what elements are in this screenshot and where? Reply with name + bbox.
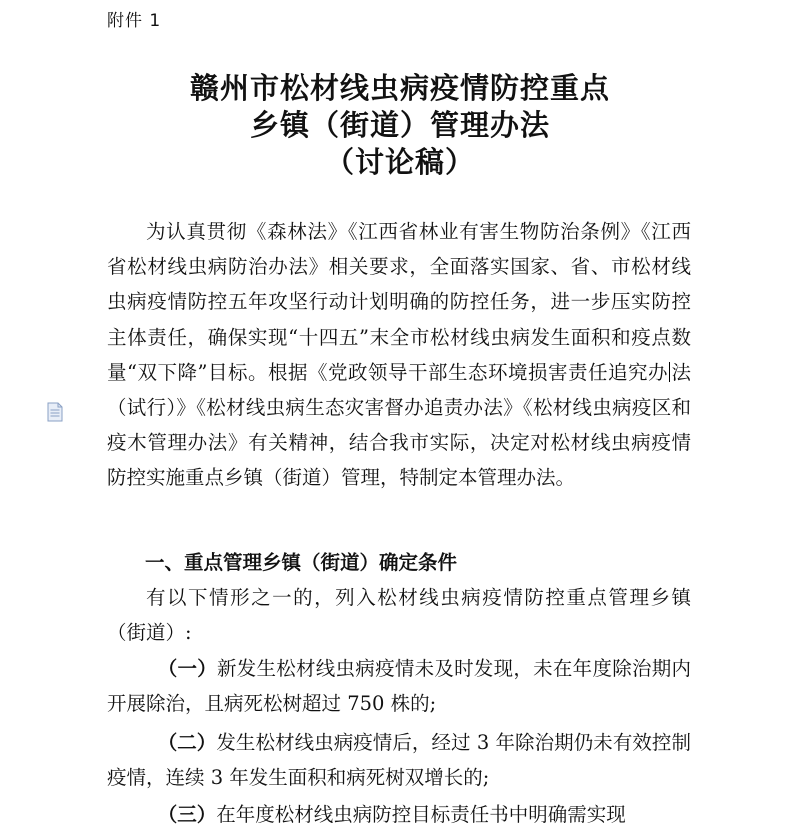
intro-paragraph[interactable] — [107, 214, 691, 534]
list-item — [107, 797, 691, 832]
text-cursor — [669, 362, 670, 382]
document-icon[interactable] — [47, 402, 63, 422]
list-item-text: 在年度松材线虫病防控目标责任书中明确需实现 — [216, 803, 626, 826]
section-heading: 一、重点管理乡镇（街道）确定条件 — [145, 551, 458, 574]
list-item-label: （二） — [157, 731, 217, 754]
document-title-line-3: （讨论稿） — [324, 145, 475, 179]
intro-text-before-cursor: 为认真贯彻《森林法》《江西省林业有害生物防治条例》《江西省松材线虫病防治办法》相关要求，全面落实国家、省、市松材线虫病疫情防控五年攻坚行动计划明确的防控任务，进一步压实防控主体责任，确保实现“十四五”末全市松材线虫病发生面积和疫点数量“双下降”目标。根据《党政领导干部生态环境损害责任追究办 — [107, 220, 691, 384]
list-item — [107, 725, 691, 795]
document-title-line-2: 乡镇（街道）管理办法 — [249, 108, 550, 142]
list-item-label: （一） — [157, 657, 217, 680]
attachment-label: 附件 1 — [107, 11, 162, 31]
intro-text-after-cursor: 法（试行）》《松材线虫病生态灾害督办追责办法》《松材线虫病疫区和疫木管理办法》有关精神，结合我市实际，决定对松材线虫病疫情防控实施重点乡镇（街道）管理，特制定本管理办法。 — [107, 360, 691, 490]
section-lead-paragraph: 有以下情形之一的，列入松材线虫病疫情防控重点管理乡镇（街道）: — [107, 586, 691, 645]
document-title-line-1: 赣州市松材线虫病疫情防控重点 — [189, 71, 610, 105]
list-item-text: 新发生松材线虫病疫情未及时发现，未在年度除治期内开展除治，且病死松树超过 750 株的; — [107, 657, 691, 716]
list-item-text: 发生松材线虫病疫情后，经过 3 年除治期仍未有效控制疫情，连续 3 年发生面积和病死树双增长的; — [107, 731, 691, 790]
list-item-label: （三） — [157, 803, 217, 826]
list-item — [107, 651, 691, 721]
